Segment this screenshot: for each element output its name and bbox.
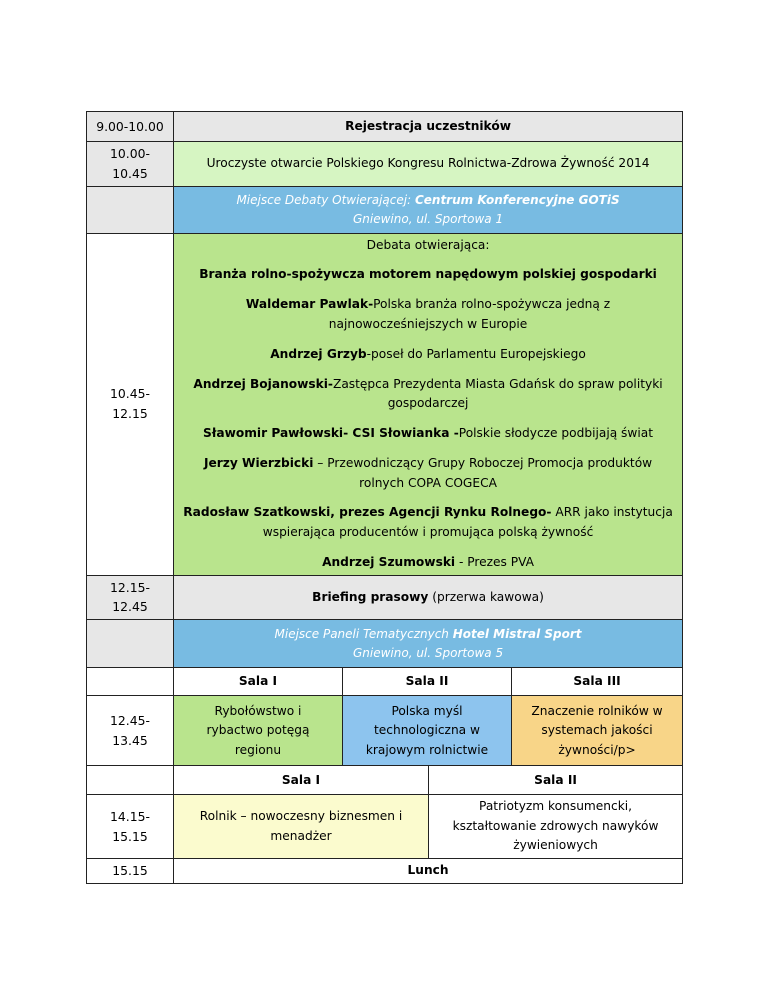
agenda-table — [86, 111, 683, 884]
briefing-row — [87, 575, 683, 620]
time-cell: 10.00-10.45 — [87, 142, 174, 187]
debate-row — [87, 233, 683, 575]
venue-row-debate — [87, 186, 683, 233]
hall-header: Sala II — [343, 668, 512, 696]
time-cell: 12.15-12.45 — [87, 575, 174, 620]
panels-row-2 — [87, 795, 683, 859]
speaker-item: Waldemar Pawlak-Polska branża rolno-spożywcza jedną z najnowocześniejszych w Europie — [245, 297, 611, 331]
panel-cell: Polska myśl technologiczna w krajowym rolnictwie — [343, 696, 512, 766]
registration-title: Rejestracja uczestników — [174, 112, 683, 142]
empty-time-cell — [87, 620, 174, 668]
hall-header: Sala I — [174, 668, 343, 696]
panel-cell: Patriotyzm konsumencki, kształtowanie zdrowych nawyków żywieniowych — [429, 795, 683, 859]
debate-headline: Branża rolno-spożywcza motorem napędowym polskiej gospodarki — [199, 267, 657, 282]
speaker-item: Andrzej Bojanowski-Zastępca Prezydenta Miasta Gdańsk do spraw polityki gospodarczej — [193, 376, 663, 411]
panel-cell: Rolnik – nowoczesny biznesmen i menadżer — [174, 795, 429, 859]
lunch-title: Lunch — [174, 858, 683, 883]
debate-block — [174, 233, 683, 575]
time-cell: 9.00-10.00 — [87, 112, 174, 142]
time-cell: 14.15-15.15 — [87, 795, 174, 859]
hall-header: Sala II — [429, 766, 683, 795]
halls-row-2 — [87, 766, 683, 795]
debate-label: Debata otwierająca: — [366, 237, 490, 252]
time-cell: 15.15 — [87, 858, 174, 883]
opening-row — [87, 142, 683, 187]
speaker-item: Andrzej Szumowski - Prezes PVA — [322, 554, 534, 569]
venue-row-panels — [87, 620, 683, 668]
empty-time-cell — [87, 668, 174, 696]
empty-time-cell — [87, 766, 174, 795]
lunch-row — [87, 858, 683, 883]
time-cell: 12.45-13.45 — [87, 696, 174, 766]
speaker-item: Andrzej Grzyb-poseł do Parlamentu Europejskiego — [270, 346, 586, 361]
speaker-item: Sławomir Pawłowski- CSI Słowianka -Polskie słodycze podbijają świat — [203, 426, 653, 441]
time-cell: 10.45-12.15 — [87, 233, 174, 575]
hall-header: Sala I — [174, 766, 429, 795]
hall-header: Sala III — [512, 668, 683, 696]
halls-row-3 — [87, 668, 683, 696]
panel-cell: Znaczenie rolników w systemach jakości żywności/p> — [512, 696, 683, 766]
briefing-title: Briefing prasowy (przerwa kawowa) — [174, 575, 683, 620]
speaker-item: Radosław Szatkowski, prezes Agencji Rynku Rolnego- ARR jako instytucja wspierająca producentów i promująca polską żywność — [183, 505, 673, 540]
opening-title: Uroczyste otwarcie Polskiego Kongresu Rolnictwa-Zdrowa Żywność 2014 — [174, 142, 683, 187]
debate-venue: Miejsce Debaty Otwierającej: Centrum Konferencyjne GOTiS Gniewino, ul. Sportowa 1 — [174, 186, 683, 233]
registration-row — [87, 112, 683, 142]
panels-venue: Miejsce Paneli Tematycznych Hotel Mistral Sport Gniewino, ul. Sportowa 5 — [174, 620, 683, 668]
empty-time-cell — [87, 186, 174, 233]
panel-cell: Rybołówstwo i rybactwo potęgą regionu — [174, 696, 343, 766]
speaker-item: Jerzy Wierzbicki – Przewodniczący Grupy Roboczej Promocja produktów rolnych COPA COGECA — [203, 455, 653, 490]
panels-row-1 — [87, 696, 683, 766]
